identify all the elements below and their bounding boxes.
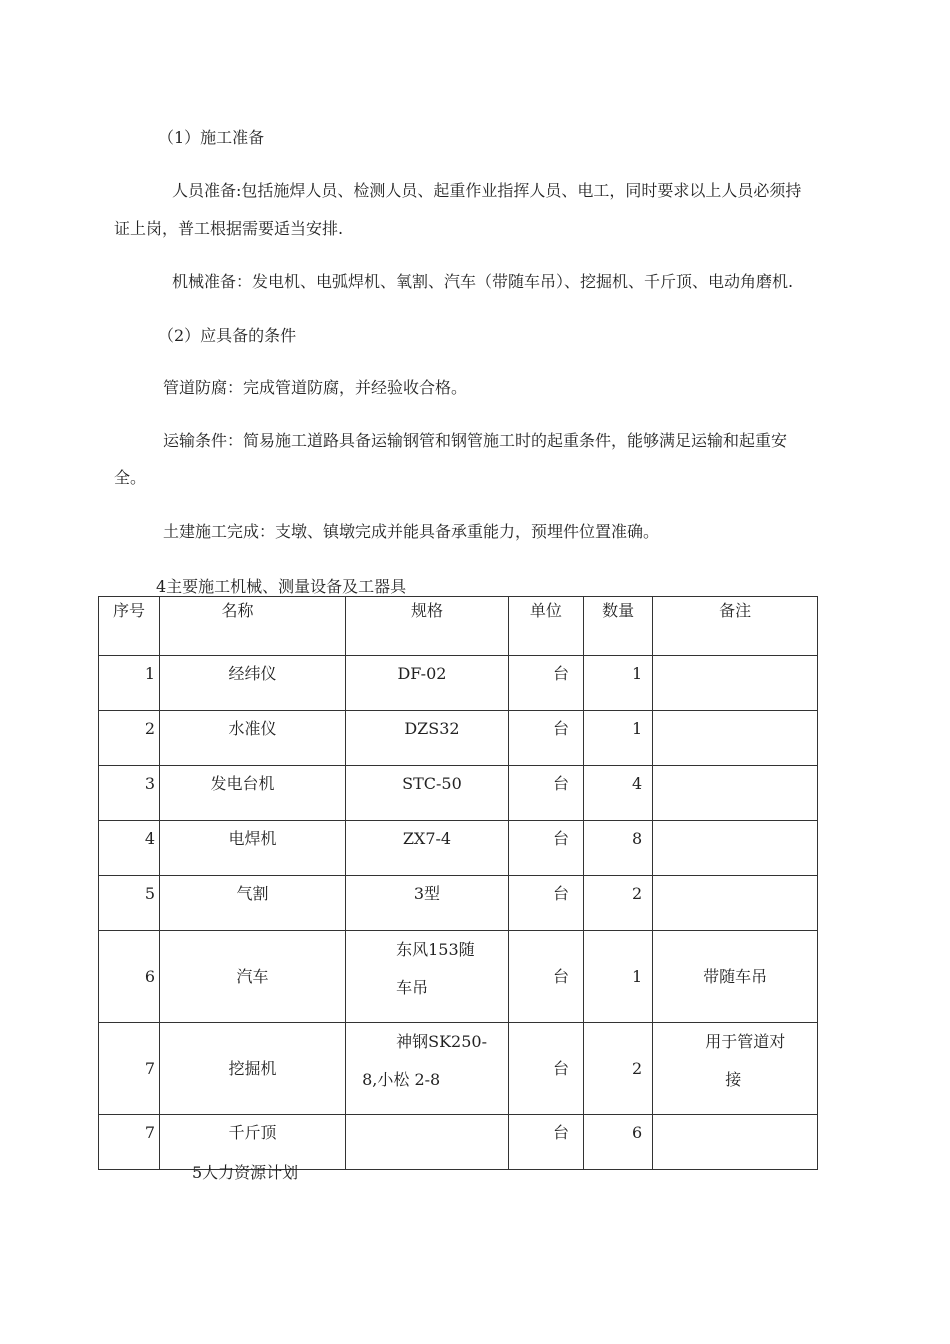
table-row [99,656,818,711]
cell-spec [346,931,509,1023]
cell-spec-line1: 东风153随 [396,940,475,959]
cell-no: 2 [99,711,160,766]
next-section-heading: 5人力资源计划 [192,1163,299,1182]
table-row [99,1023,818,1115]
header-qty: 数量 [584,597,653,656]
cell-name: 汽车 [160,931,346,1023]
cell-spec: 3型 [346,876,509,931]
cell-unit: 台 [508,821,583,876]
heading-construction-prep: （1）施工准备 [158,128,265,147]
cell-note [653,711,818,766]
cell-unit: 台 [508,711,583,766]
cell-spec: STC-50 [346,766,509,821]
paragraph-machinery: 机械准备：发电机、电弧焊机、氧割、汽车（带随车吊）、挖掘机、千斤顶、电动角磨机. [172,272,794,291]
table-row [99,821,818,876]
table-caption: 4主要施工机械、测量设备及工器具 [156,577,407,596]
cell-note [653,1115,818,1170]
paragraph-transport-line1: 运输条件：简易施工道路具备运输钢管和钢管施工时的起重条件，能够满足运输和起重安 [163,431,788,450]
header-spec: 规格 [346,597,509,656]
paragraph-pipe-anticorrosion: 管道防腐：完成管道防腐，并经验收合格。 [163,378,468,397]
table-row [99,1115,818,1170]
cell-no: 7 [99,1023,160,1115]
equipment-table [98,596,818,1170]
cell-name: 气割 [160,876,346,931]
cell-spec: ZX7-4 [346,821,509,876]
cell-no: 6 [99,931,160,1023]
cell-spec-line2: 车吊 [396,978,429,997]
header-name: 名称 [160,597,346,656]
cell-note-line1: 用于管道对 [705,1032,786,1051]
cell-qty: 2 [584,876,653,931]
cell-note [653,656,818,711]
cell-spec [346,1115,509,1170]
cell-unit: 台 [508,656,583,711]
cell-name: 水准仪 [160,711,346,766]
header-unit: 单位 [508,597,583,656]
header-no: 序号 [99,597,160,656]
cell-name: 挖掘机 [160,1023,346,1115]
cell-note-line2: 接 [725,1070,742,1089]
cell-no: 7 [99,1115,160,1170]
cell-name: 千斤顶 [160,1115,346,1170]
cell-spec: DZS32 [346,711,509,766]
cell-note: 带随车吊 [653,931,818,1023]
cell-qty: 4 [584,766,653,821]
cell-unit: 台 [508,931,583,1023]
cell-qty: 1 [584,711,653,766]
heading-required-conditions: （2）应具备的条件 [158,326,297,345]
cell-qty: 1 [584,656,653,711]
paragraph-civil-works: 土建施工完成：支墩、镇墩完成并能具备承重能力，预埋件位置准确。 [163,522,660,541]
cell-qty: 1 [584,931,653,1023]
cell-name: 电焊机 [160,821,346,876]
cell-note [653,876,818,931]
cell-no: 4 [99,821,160,876]
cell-spec-line2: 8,小松 2-8 [362,1070,441,1089]
cell-unit: 台 [508,1023,583,1115]
table-row [99,931,818,1023]
cell-unit: 台 [508,1115,583,1170]
cell-no: 3 [99,766,160,821]
cell-spec: DF-02 [346,656,509,711]
cell-note [653,766,818,821]
paragraph-personnel-line2: 证上岗，普工根据需要适当安排. [114,219,344,238]
table-row [99,711,818,766]
cell-spec [346,1023,509,1115]
cell-qty: 8 [584,821,653,876]
table-row [99,876,818,931]
cell-qty: 2 [584,1023,653,1115]
table-row [99,766,818,821]
cell-qty: 6 [584,1115,653,1170]
cell-unit: 台 [508,766,583,821]
cell-note [653,821,818,876]
cell-no: 5 [99,876,160,931]
cell-unit: 台 [508,876,583,931]
header-note: 备注 [653,597,818,656]
cell-name: 发电台机 [160,766,346,821]
cell-note [653,1023,818,1115]
cell-spec-line1: 神钢SK250- [396,1032,487,1051]
paragraph-personnel-line1: 人员准备:包括施焊人员、检测人员、起重作业指挥人员、电工，同时要求以上人员必须持 [172,181,802,200]
cell-name: 经纬仪 [160,656,346,711]
paragraph-transport-line2: 全。 [114,468,147,487]
table-header-row [99,597,818,656]
cell-no: 1 [99,656,160,711]
